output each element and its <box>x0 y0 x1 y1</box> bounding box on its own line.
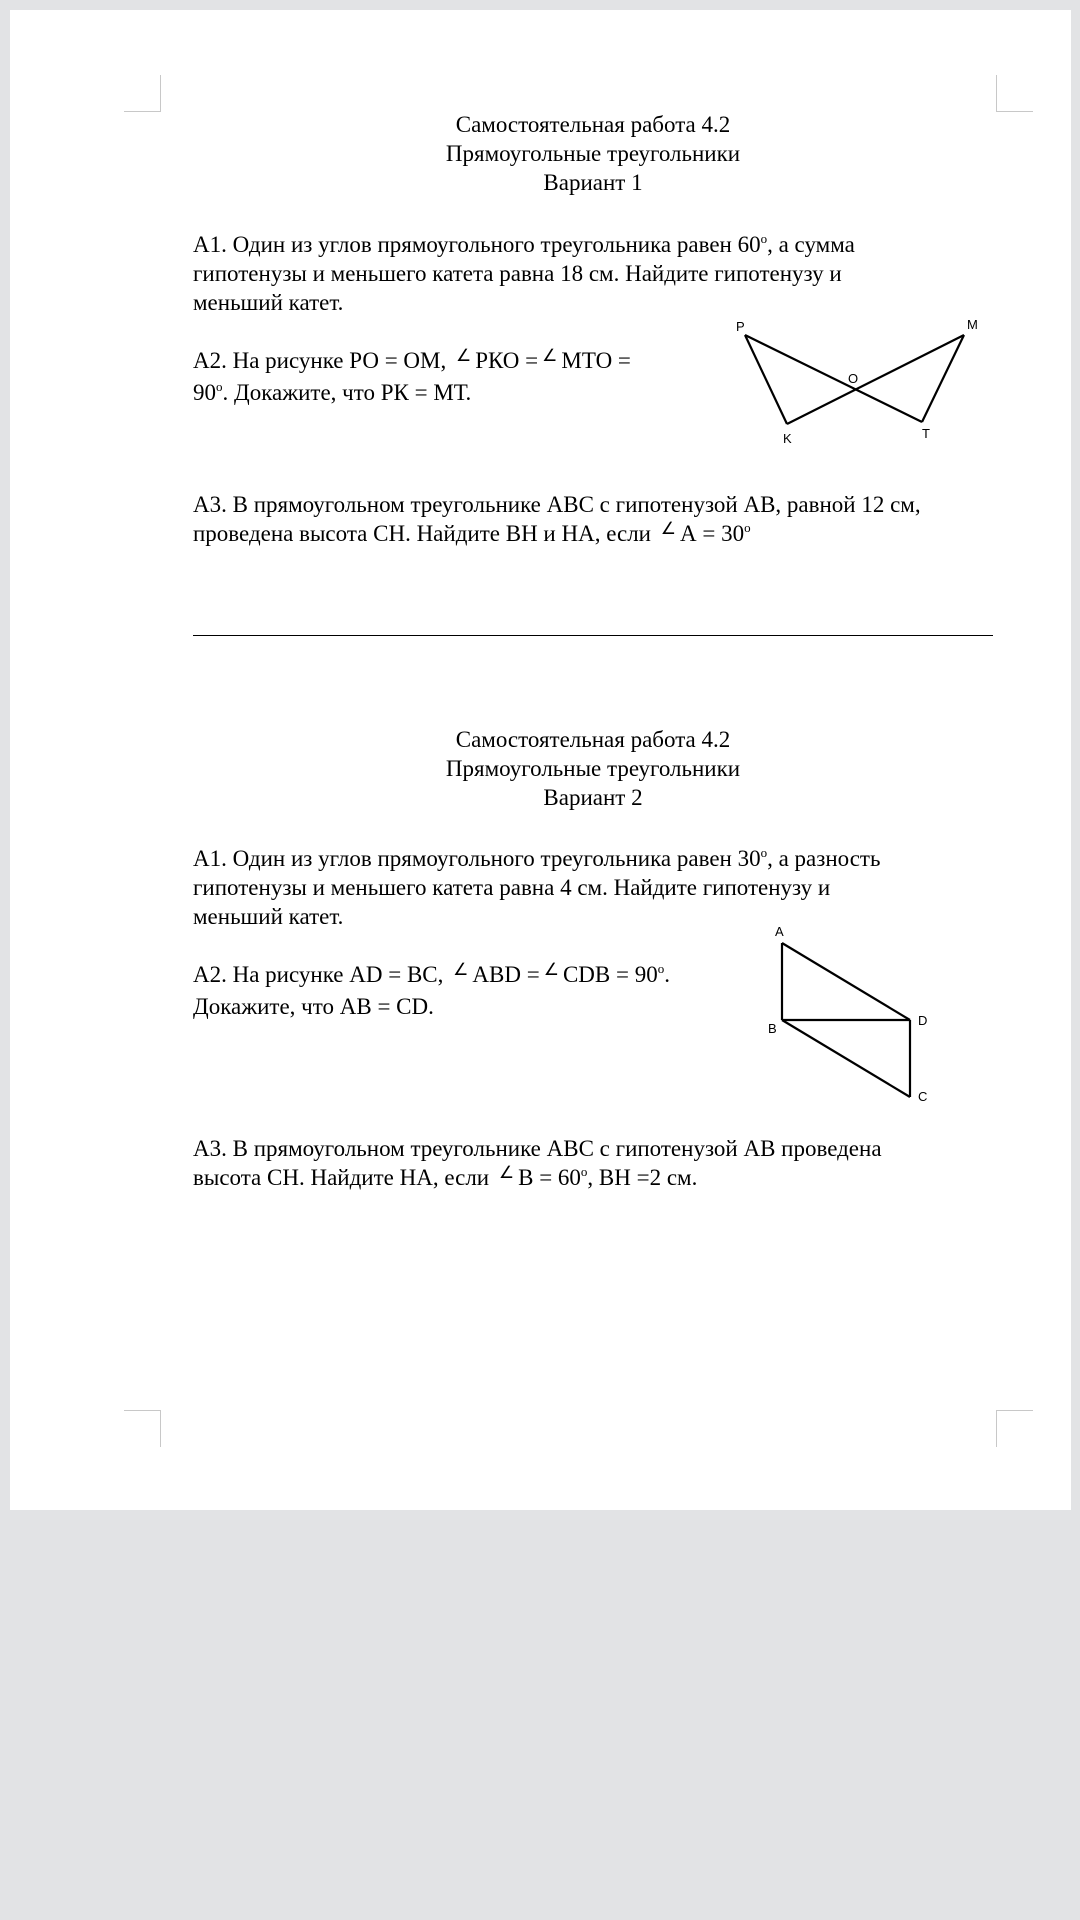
segment-bc <box>782 1020 910 1097</box>
variant2-task-a3: А3. В прямоугольном треугольнике АВС с гипотенузой АВ проведена высота СН. Найдите НА, если ∠ $В = 60^о$, ВН =2 см. <box>193 1136 882 1190</box>
label-t: T <box>922 426 930 441</box>
variant2-task-a2: А2. На рисунке АD = ВС, ∠ АВD = ∠ СDВ = $90^о$. Докажите, что АВ = СD. <box>193 960 670 1019</box>
variant2-figure-quadrilateral <box>750 915 970 1110</box>
variant1-task-a1: А1. Один из углов прямоугольного треугольника равен $60^о$, а сумма гипотенузы и меньшего катета равна 18 см. Найдите гипотенузу и меньший катет. <box>193 231 855 315</box>
page-corner-mark <box>124 75 161 112</box>
variant1-title: Самостоятельная работа 4.2 <box>455 112 731 137</box>
segment-pt <box>745 335 922 422</box>
angle-symbol: ∠ <box>660 519 676 539</box>
document-page <box>10 10 1071 1510</box>
variant1-task-a3: А3. В прямоугольном треугольнике АВС с гипотенузой АВ, равной 12 см, проведена высота СН. Найдите ВН и НА, если ∠ $А = 30^о$ <box>193 492 921 546</box>
variant1-task-a2: А2. На рисунке РО = ОМ, ∠ РКО = ∠ МТО = $90^о$. Докажите, что РК = МТ. <box>193 346 631 405</box>
variant2-heading <box>193 725 993 812</box>
variant1-heading <box>193 110 993 197</box>
variant2-subtitle: Прямоугольные треугольники <box>445 756 741 781</box>
page-corner-mark <box>996 1410 1033 1447</box>
angle-symbol: ∠ <box>498 1163 515 1183</box>
label-c: C <box>918 1089 928 1104</box>
page-corner-mark <box>124 1410 161 1447</box>
label-a: A <box>775 924 784 939</box>
variant-divider-line <box>193 635 993 636</box>
page-corner-mark <box>996 75 1033 112</box>
variant1-subtitle: Прямоугольные треугольники <box>445 141 741 166</box>
variant2-variant-label: Вариант 2 <box>543 785 643 810</box>
variant2-task-a1: А1. Один из углов прямоугольного треугольника равен $30^о$, а разность гипотенузы и меньшего катета равна 4 см. Найдите гипотенузу и меньший катет. <box>193 845 881 929</box>
label-b: B <box>768 1021 777 1036</box>
label-k: K <box>783 431 792 446</box>
segment-km <box>787 335 964 424</box>
label-d: D <box>918 1013 928 1028</box>
angle-symbol: ∠ <box>542 346 558 366</box>
variant1-figure-bowtie <box>720 310 1000 455</box>
label-m: M <box>967 317 978 332</box>
angle-symbol: ∠ <box>543 960 559 980</box>
segment-ad <box>782 943 910 1020</box>
variant1-variant-label: Вариант 1 <box>543 170 643 195</box>
label-o: O <box>848 371 859 386</box>
segment-pk <box>745 335 787 424</box>
label-p: P <box>736 319 745 334</box>
variant2-title: Самостоятельная работа 4.2 <box>455 727 731 752</box>
angle-symbol: ∠ <box>455 346 472 366</box>
angle-symbol: ∠ <box>453 960 469 980</box>
segment-mt <box>922 335 964 422</box>
